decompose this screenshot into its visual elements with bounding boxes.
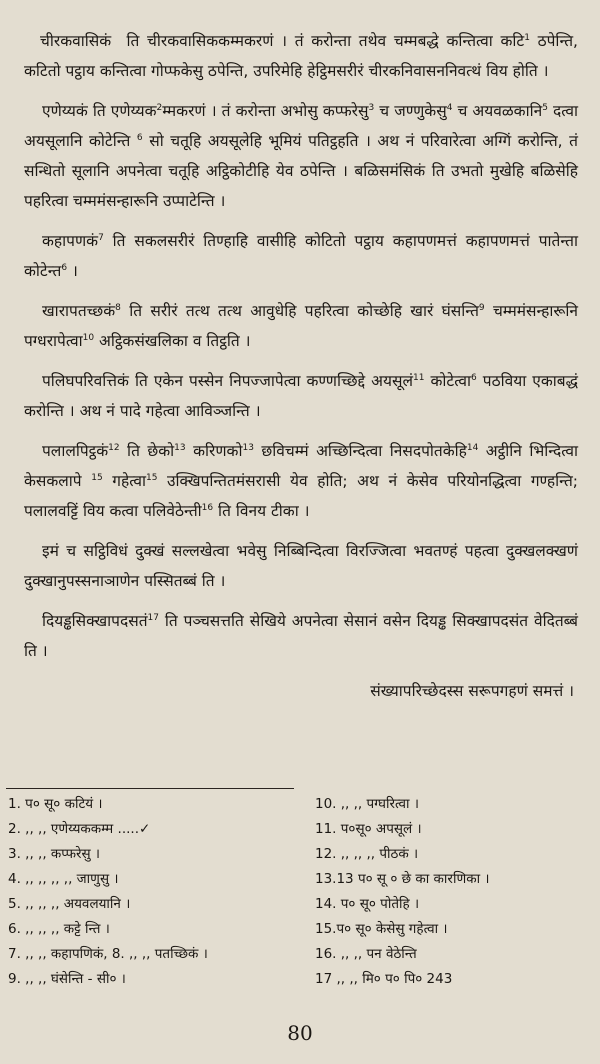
footnote-item: 15.प० सू० केसेसु गहेत्वा । xyxy=(315,921,448,937)
footnote-item: 9. ,, ,, घंसेन्ति - सी० । xyxy=(8,971,126,987)
body-text xyxy=(24,26,578,666)
footnote-item: 2. ,, ,, एणेय्यककम्म .....✓ xyxy=(8,821,151,837)
body-paragraph: दियड्ढसिक्खापदसतं$^{17}$ ति पञ्चसत्तति सेखिये अपनेत्वा सेसानं वसेन दियड्ढ सिक्खापदसंत वेदितब्बं ति । xyxy=(24,612,578,660)
page-number: 80 xyxy=(287,1021,313,1045)
footnote-item: 6. ,, ,, ,, कट्टे न्ति । xyxy=(8,921,110,937)
footnote-item: 4. ,, ,, ,, ,, जाणुसु । xyxy=(8,871,119,887)
footnotes-left-column xyxy=(8,792,308,992)
body-paragraph: इमं च सट्ठिविधं दुक्खं सल्लखेत्वा भवेसु निब्बिन्दित्वा विरज्जित्वा भवतण्हं पहत्वा दुक्खलक्खणं दुक्खानुपस्सनाञाणेन पस्सितब्बं ति । xyxy=(24,542,578,590)
body-paragraph: खारापतच्छकं$^8$ ति सरीरं तत्थ तत्थ आवुधेहि पहरित्वा कोच्छेहि खारं घंसन्ति$^9$ चम्ममंसन्हारूनि पग्धरापेत्वा$^{10}$ अट्ठिकसंखलिका व तिट्ठति । xyxy=(24,302,578,350)
footnote-item: 14. प० सू० पोतेहि । xyxy=(315,896,420,912)
footnote-item: 1. प० सू० कटियं । xyxy=(8,796,103,812)
footnote-item: 17 ,, ,, मि० प० पि० 243 xyxy=(315,971,453,987)
footnote-item: 11. प०सू० अपसूलं । xyxy=(315,821,422,837)
footnote-item: 16. ,, ,, पन वेठेन्ति xyxy=(315,946,417,962)
body-paragraph: पलालपिट्ठकं$^{12}$ ति छेको$^{13}$ करिणको$^{13}$ छविचम्मं अच्छिन्दित्वा निसदपोतकेहि$^{14}$ अट्ठीनि भिन्दित्वा केसकलापे $^{15}$ गहेत्वा$^{15}$ उक्खिपन्तितमंसरासी येव होति; अथ नं केसेव परियोनद्धित्वा गण्हन्ति; पलालवट्टिं विय कत्वा पलिवेठेन्ती$^{16}$ ति विनय टीका । xyxy=(24,442,579,520)
footnote-item: 7. ,, ,, कहापणिकं, 8. ,, ,, पतच्छिकं । xyxy=(8,946,208,962)
footnote-item: 13.13 प० सू ० छे का कारणिका । xyxy=(315,871,490,887)
footnotes-right-column xyxy=(315,792,595,992)
footnote-item: 5. ,, ,, ,, अयवलयानि । xyxy=(8,896,131,912)
body-paragraph: कहापणकं$^7$ ति सकलसरीरं तिण्हाहि वासीहि कोटितो पट्ठाय कहापणमत्तं कहापणमत्तं पातेन्ता कोटेन्त$^6$ । xyxy=(24,232,578,280)
footnote-item: 3. ,, ,, कप्फरेसु । xyxy=(8,846,101,862)
footnote-item: 12. ,, ,, ,, पीठकं । xyxy=(315,846,419,862)
body-paragraph: चीरकवासिकं ति चीरकवासिककम्मकरणं । तं करोन्ता तथेव चम्मबद्धे कन्तित्वा कटि$^1$ ठपेन्ति, कटितो पट्ठाय कन्तित्वा गोप्फकेसु ठपेन्ति, उपरिमेहि हेट्ठिमसरीरं चीरकनिवासननिवत्थं विय होति । xyxy=(24,32,578,80)
body-paragraph: एणेय्यकं ति एणेय्यक$^2$म्मकरणं । तं करोन्ता अभोसु कप्फरेसु$^3$ च जण्णुकेसु$^4$ च अयवळकानि$^5$ दत्वा अयसूलानि कोटेन्ति $^6$ सो चतूहि अयसूलेहि भूमियं पतिट्ठहति । अथ नं परिवारेत्वा अग्गिं करोन्ति, तं सन्धितो सूलानि अपनेत्वा चतूहि अट्ठिकोटीहि येव ठपेन्ति । बळिसमंसिकं ति उभतो मुखेहि बळिसेहि पहरित्वा चम्ममंसन्हारूनि उप्पाटेन्ति । xyxy=(24,102,578,210)
footnote-item: 10. ,, ,, पग्घरित्वा । xyxy=(315,796,419,812)
body-paragraph: पलिघपरिवत्तिकं ति एकेन पस्सेन निपज्जापेत्वा कण्णच्छिद्दे अयसूलं$^{11}$ कोटेत्वा$^6$ पठविया एकाबद्धं करोन्ति । अथ नं पादे गहेत्वा आविञ्जन्ति । xyxy=(24,372,578,420)
section-closing-line: संख्यापरिच्छेदस्स सरूपगहणं समत्तं । xyxy=(370,682,574,700)
footnote-divider xyxy=(6,788,294,789)
